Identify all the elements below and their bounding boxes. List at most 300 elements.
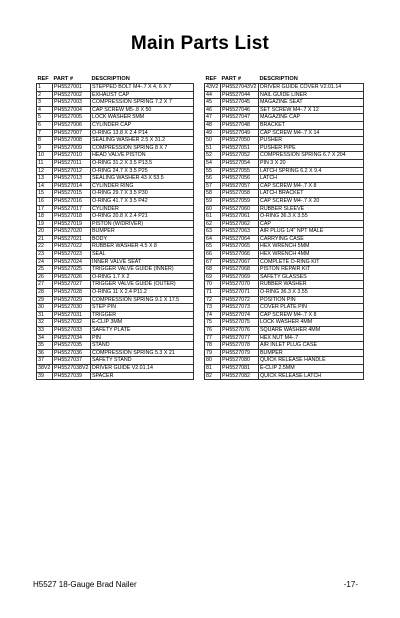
table-row <box>37 197 194 205</box>
cell-ref: 68 <box>205 266 221 274</box>
table-row <box>37 349 194 357</box>
table-row <box>37 319 194 327</box>
cell-description: CAP SCREW M4-.7 X 14 <box>259 129 364 137</box>
cell-ref: 31 <box>37 311 53 319</box>
table-row <box>205 281 364 289</box>
cell-ref: 46 <box>205 106 221 114</box>
table-header-row <box>37 74 194 84</box>
cell-ref: 61 <box>205 213 221 221</box>
cell-description: EXHAUST CAP <box>91 91 194 99</box>
cell-ref: 47 <box>205 114 221 122</box>
cell-ref: 56 <box>205 175 221 183</box>
cell-description: CAP SCREW M4-.7 X 8 <box>259 182 364 190</box>
table-row <box>37 99 194 107</box>
cell-part-number: PH5527026 <box>53 273 91 281</box>
cell-part-number: PH5527064 <box>221 235 259 243</box>
cell-part-number: PH5527077 <box>221 334 259 342</box>
table-row <box>37 372 194 380</box>
cell-ref: 8 <box>37 137 53 145</box>
cell-ref: 34 <box>37 334 53 342</box>
cell-description: RUBBER WASHER 4.5 X 8 <box>91 243 194 251</box>
table-row <box>205 144 364 152</box>
cell-part-number: PH5527003 <box>53 99 91 107</box>
cell-part-number: PH5527032 <box>53 319 91 327</box>
table-row <box>37 251 194 259</box>
cell-part-number: PH5527066 <box>221 251 259 259</box>
table-row <box>205 159 364 167</box>
cell-part-number: PH5527024 <box>53 258 91 266</box>
cell-ref: 79 <box>205 349 221 357</box>
cell-ref: 55 <box>205 167 221 175</box>
cell-ref: 69 <box>205 273 221 281</box>
table-header-row <box>205 74 364 84</box>
cell-ref: 22 <box>37 243 53 251</box>
cell-ref: 14 <box>37 182 53 190</box>
cell-part-number: PH5527082 <box>221 372 259 380</box>
cell-description: NAIL GUIDE LINER <box>259 91 364 99</box>
table-row <box>205 235 364 243</box>
cell-part-number: PH5527019 <box>53 220 91 228</box>
cell-description: STEPPED BOLT M4-.7 X 4, 6 X 7 <box>91 84 194 92</box>
cell-part-number: PH5527048 <box>221 121 259 129</box>
table-row <box>37 152 194 160</box>
cell-description: HEX WRENCH 4MM <box>259 251 364 259</box>
cell-ref: 43V2 <box>205 84 221 92</box>
cell-ref: 9 <box>37 144 53 152</box>
table-row <box>37 311 194 319</box>
cell-description: STEP PIN <box>91 304 194 312</box>
cell-ref: 16 <box>37 197 53 205</box>
cell-description: COMPRESSION SPRING 6.7 X 204 <box>259 152 364 160</box>
table-row <box>205 213 364 221</box>
cell-ref: 20 <box>37 228 53 236</box>
cell-ref: 48 <box>205 121 221 129</box>
table-row <box>205 342 364 350</box>
cell-part-number: PH5527005 <box>53 114 91 122</box>
table-row <box>205 175 364 183</box>
table-row <box>37 205 194 213</box>
cell-ref: 62 <box>205 220 221 228</box>
cell-description: COMPRESSION SPRING 5.3 X 21 <box>91 349 194 357</box>
cell-part-number: PH5527027 <box>53 281 91 289</box>
cell-ref: 25 <box>37 266 53 274</box>
cell-description: O-RING 31.2 X 3.5 P13.5 <box>91 159 194 167</box>
table-row <box>37 190 194 198</box>
table-row <box>205 152 364 160</box>
table-row <box>37 167 194 175</box>
cell-description: PIN <box>91 334 194 342</box>
cell-part-number: PH5527068 <box>221 266 259 274</box>
table-row <box>37 289 194 297</box>
cell-description: HEX NUT M4-.7 <box>259 334 364 342</box>
table-row <box>37 220 194 228</box>
cell-ref: 32 <box>37 319 53 327</box>
table-row <box>37 121 194 129</box>
cell-part-number: PH5527071 <box>221 289 259 297</box>
table-row <box>205 327 364 335</box>
cell-description: SET SCREW M4-.7 X 12 <box>259 106 364 114</box>
cell-ref: 15 <box>37 190 53 198</box>
table-row <box>37 235 194 243</box>
table-row <box>205 311 364 319</box>
cell-ref: 3 <box>37 99 53 107</box>
table-row <box>205 357 364 365</box>
cell-description: SQUARE WASHER 4MM <box>259 327 364 335</box>
cell-description: LATCH BRACKET <box>259 190 364 198</box>
cell-ref: 80 <box>205 357 221 365</box>
cell-description: CYLINDER RING <box>91 182 194 190</box>
cell-ref: 27 <box>37 281 53 289</box>
table-row <box>205 106 364 114</box>
cell-part-number: PH5527014 <box>53 182 91 190</box>
cell-ref: 65 <box>205 243 221 251</box>
table-row <box>205 190 364 198</box>
cell-part-number: PH5527058 <box>221 190 259 198</box>
table-row <box>37 258 194 266</box>
cell-part-number: PH5527075 <box>221 319 259 327</box>
header-description: DESCRIPTION <box>259 76 298 83</box>
cell-part-number: PH5527069 <box>221 273 259 281</box>
cell-part-number: PH5527037 <box>53 357 91 365</box>
cell-part-number: PH5527010 <box>53 152 91 160</box>
cell-description: PISTON (W/DRIVER) <box>91 220 194 228</box>
table-row <box>37 213 194 221</box>
cell-ref: 17 <box>37 205 53 213</box>
table-row <box>37 296 194 304</box>
cell-part-number: PH5527017 <box>53 205 91 213</box>
table-row <box>205 205 364 213</box>
cell-ref: 76 <box>205 327 221 335</box>
cell-description: PUSHER PIPE <box>259 144 364 152</box>
cell-description: CAP SCREW M4-.7 X 8 <box>259 311 364 319</box>
cell-part-number: PH5527012 <box>53 167 91 175</box>
table-row <box>205 228 364 236</box>
cell-part-number: PH5527033 <box>53 327 91 335</box>
cell-description: CYLINDER <box>91 205 194 213</box>
cell-part-number: PH5527061 <box>221 213 259 221</box>
table-row <box>205 197 364 205</box>
parts-table-right-body <box>205 84 364 380</box>
cell-description: HEAD VALVE PISTON <box>91 152 194 160</box>
cell-description: BUMPER <box>91 228 194 236</box>
cell-description: MAGAZINE CAP <box>259 114 364 122</box>
table-row <box>205 99 364 107</box>
parts-table-left-body <box>37 84 194 380</box>
cell-ref: 71 <box>205 289 221 297</box>
cell-ref: 26 <box>37 273 53 281</box>
cell-description: CARRYING CASE <box>259 235 364 243</box>
cell-description: STAND <box>91 342 194 350</box>
table-row <box>37 281 194 289</box>
cell-part-number: PH5527047 <box>221 114 259 122</box>
table-row <box>205 121 364 129</box>
table-row <box>37 243 194 251</box>
cell-description: LATCH SPRING 6.2 X 9.4 <box>259 167 364 175</box>
cell-description: POSITION PIN <box>259 296 364 304</box>
cell-part-number: PH5527021 <box>53 235 91 243</box>
cell-description: DRIVER GUIDE V2.01.14 <box>91 364 194 372</box>
table-row <box>205 304 364 312</box>
cell-description: MAGAZINE SEAT <box>259 99 364 107</box>
cell-ref: 28 <box>37 289 53 297</box>
cell-description: SEALING WASHER 43 X 53.5 <box>91 175 194 183</box>
cell-ref: 57 <box>205 182 221 190</box>
cell-ref: 50 <box>205 137 221 145</box>
cell-description: QUICK RELEASE HANDLE <box>259 357 364 365</box>
table-row <box>37 334 194 342</box>
table-row <box>205 129 364 137</box>
cell-description: O-RING 24.7 X 3.5 P25 <box>91 167 194 175</box>
cell-ref: 77 <box>205 334 221 342</box>
cell-part-number: PH5527063 <box>221 228 259 236</box>
table-row <box>205 334 364 342</box>
cell-ref: 33 <box>37 327 53 335</box>
cell-part-number: PH5527079 <box>221 349 259 357</box>
header-part-number: PART # <box>53 76 73 83</box>
table-row <box>205 137 364 145</box>
cell-description: SEALING WASHER 2.5 X 31.2 <box>91 137 194 145</box>
cell-part-number: PH5527020 <box>53 228 91 236</box>
table-row <box>205 319 364 327</box>
cell-part-number: PH5527025 <box>53 266 91 274</box>
cell-ref: 75 <box>205 319 221 327</box>
cell-ref: 36 <box>37 349 53 357</box>
table-row <box>205 273 364 281</box>
cell-ref: 59 <box>205 197 221 205</box>
cell-ref: 58 <box>205 190 221 198</box>
cell-part-number: PH5527008 <box>53 137 91 145</box>
cell-ref: 4 <box>37 106 53 114</box>
cell-description: HEX WRENCH 5MM <box>259 243 364 251</box>
cell-part-number: PH5527018 <box>53 213 91 221</box>
cell-ref: 10 <box>37 152 53 160</box>
table-row <box>205 266 364 274</box>
table-row <box>205 296 364 304</box>
cell-part-number: PH5527044 <box>221 91 259 99</box>
cell-part-number: PH5527052 <box>221 152 259 160</box>
cell-part-number: PH5527004 <box>53 106 91 114</box>
cell-ref: 78 <box>205 342 221 350</box>
cell-ref: 73 <box>205 304 221 312</box>
cell-part-number: PH5527036 <box>53 349 91 357</box>
cell-ref: 12 <box>37 167 53 175</box>
cell-ref: 72 <box>205 296 221 304</box>
cell-ref: 13 <box>37 175 53 183</box>
cell-description: PIN 3 X 20 <box>259 159 364 167</box>
cell-ref: 29 <box>37 296 53 304</box>
cell-ref: 81 <box>205 364 221 372</box>
cell-ref: 1 <box>37 84 53 92</box>
cell-description: COMPRESSION SPRING 7.2 X 7 <box>91 99 194 107</box>
cell-part-number: PH5527056 <box>221 175 259 183</box>
table-row <box>205 182 364 190</box>
table-row <box>37 159 194 167</box>
table-row <box>37 182 194 190</box>
table-row <box>37 114 194 122</box>
cell-part-number: PH5527001 <box>53 84 91 92</box>
table-row <box>37 342 194 350</box>
cell-description: LOCK WASHER 4MM <box>259 319 364 327</box>
cell-ref: 6 <box>37 121 53 129</box>
table-row <box>37 327 194 335</box>
cell-part-number: PH5527081 <box>221 364 259 372</box>
cell-part-number: PH5527035 <box>53 342 91 350</box>
cell-ref: 66 <box>205 251 221 259</box>
table-row <box>37 273 194 281</box>
cell-ref: 30 <box>37 304 53 312</box>
cell-description: PUSHER <box>259 137 364 145</box>
cell-part-number: PH5527039 <box>53 372 91 380</box>
cell-part-number: PH5527031 <box>53 311 91 319</box>
cell-part-number: PH5527054 <box>221 159 259 167</box>
cell-part-number: PH5527049 <box>221 129 259 137</box>
cell-description: TRIGGER VALVE GUIDE (OUTER) <box>91 281 194 289</box>
cell-part-number: PH5527009 <box>53 144 91 152</box>
cell-ref: 35 <box>37 342 53 350</box>
cell-description: TRIGGER <box>91 311 194 319</box>
cell-part-number: PH5527080 <box>221 357 259 365</box>
cell-part-number: PH5527062 <box>221 220 259 228</box>
table-row <box>37 91 194 99</box>
cell-part-number: PH5527028 <box>53 289 91 297</box>
cell-description: AIR INLET PLUG CASE <box>259 342 364 350</box>
cell-part-number: PH5527073 <box>221 304 259 312</box>
cell-ref: 45 <box>205 99 221 107</box>
cell-description: LOCK WASHER 5MM <box>91 114 194 122</box>
cell-description: SPACER <box>91 372 194 380</box>
cell-part-number: PH5527029 <box>53 296 91 304</box>
table-row <box>37 84 194 92</box>
cell-ref: 82 <box>205 372 221 380</box>
cell-description: COMPLETE O-RING KIT <box>259 258 364 266</box>
cell-description: SAFETY STAND <box>91 357 194 365</box>
cell-part-number: PH5527030 <box>53 304 91 312</box>
cell-part-number: PH5527015 <box>53 190 91 198</box>
cell-description: RUBBER SLEEVE <box>259 205 364 213</box>
cell-ref: 70 <box>205 281 221 289</box>
cell-part-number: PH5527046 <box>221 106 259 114</box>
cell-ref: 37 <box>37 357 53 365</box>
cell-part-number: PH5527070 <box>221 281 259 289</box>
cell-ref: 51 <box>205 144 221 152</box>
cell-ref: 54 <box>205 159 221 167</box>
cell-description: O-RING 1.7 X 2 <box>91 273 194 281</box>
cell-ref: 74 <box>205 311 221 319</box>
cell-ref: 2 <box>37 91 53 99</box>
cell-ref: 19 <box>37 220 53 228</box>
cell-ref: 38V2 <box>37 364 53 372</box>
cell-part-number: PH5527078 <box>221 342 259 350</box>
cell-description: COVER PLATE PIN <box>259 304 364 312</box>
cell-description: O-RING 36.3 X 3.55 <box>259 213 364 221</box>
cell-ref: 11 <box>37 159 53 167</box>
table-row <box>37 106 194 114</box>
cell-ref: 24 <box>37 258 53 266</box>
cell-description: AIR PLUG 1/4" NPT MALE <box>259 228 364 236</box>
table-row <box>205 258 364 266</box>
cell-description: O-RING 29.7 X 3.5 P30 <box>91 190 194 198</box>
cell-part-number: PH5527060 <box>221 205 259 213</box>
cell-description: O-RING 41.7 X 3.5 P42 <box>91 197 194 205</box>
cell-description: PISTON REPAIR KIT <box>259 266 364 274</box>
cell-description: E-CLIP 2.5MM <box>259 364 364 372</box>
cell-part-number: PH5527011 <box>53 159 91 167</box>
cell-description: O-RING 11 X 2.4 P11.2 <box>91 289 194 297</box>
cell-part-number: PH5527057 <box>221 182 259 190</box>
cell-ref: 52 <box>205 152 221 160</box>
table-row <box>37 129 194 137</box>
cell-ref: 7 <box>37 129 53 137</box>
cell-description: SAFETY GLASSES <box>259 273 364 281</box>
page-title: Main Parts List <box>130 33 270 54</box>
parts-table-right <box>204 74 364 380</box>
table-row <box>205 167 364 175</box>
cell-part-number: PH5527006 <box>53 121 91 129</box>
table-row <box>37 304 194 312</box>
table-row <box>205 289 364 297</box>
cell-ref: 21 <box>37 235 53 243</box>
cell-ref: 18 <box>37 213 53 221</box>
cell-part-number: PH5527051 <box>221 144 259 152</box>
table-row <box>205 372 364 380</box>
table-row <box>37 228 194 236</box>
cell-description: CYLINDER CAP <box>91 121 194 129</box>
cell-ref: 39 <box>37 372 53 380</box>
table-row <box>205 114 364 122</box>
cell-ref: 60 <box>205 205 221 213</box>
table-row <box>37 357 194 365</box>
cell-description: COMPRESSION SPRING 9.1 X 17.5 <box>91 296 194 304</box>
table-row <box>37 144 194 152</box>
cell-part-number: PH5527045 <box>221 99 259 107</box>
cell-description: SEAL <box>91 251 194 259</box>
cell-part-number: PH5527072 <box>221 296 259 304</box>
cell-part-number: PH5527013 <box>53 175 91 183</box>
header-ref: REF <box>205 76 217 83</box>
cell-ref: 67 <box>205 258 221 266</box>
cell-description: BUMPER <box>259 349 364 357</box>
cell-part-number: PH5527059 <box>221 197 259 205</box>
header-ref: REF <box>37 76 49 83</box>
cell-description: E-CLIP 3MM <box>91 319 194 327</box>
parts-table-left <box>36 74 194 380</box>
table-row <box>37 266 194 274</box>
table-row <box>205 220 364 228</box>
cell-ref: 63 <box>205 228 221 236</box>
header-description: DESCRIPTION <box>91 76 130 83</box>
header-part-number: PART # <box>221 76 241 83</box>
cell-description: QUICK RELEASE LATCH <box>259 372 364 380</box>
footer-page-number: -17- <box>343 580 358 589</box>
cell-part-number: PH5527043V2 <box>221 84 259 92</box>
cell-part-number: PH5527023 <box>53 251 91 259</box>
cell-description: RUBBER WASHER <box>259 281 364 289</box>
cell-description: O-RING 13.8 X 2.4 P14 <box>91 129 194 137</box>
cell-ref: 23 <box>37 251 53 259</box>
cell-ref: 49 <box>205 129 221 137</box>
cell-description: INNER VALVE SEAT <box>91 258 194 266</box>
cell-part-number: PH5527016 <box>53 197 91 205</box>
table-row <box>37 137 194 145</box>
cell-part-number: PH5527065 <box>221 243 259 251</box>
cell-part-number: PH5527074 <box>221 311 259 319</box>
footer-product-name: H5527 18-Gauge Brad Nailer <box>33 580 137 589</box>
table-row <box>205 84 364 92</box>
cell-description: O-RING 36.3 X 3.55 <box>259 289 364 297</box>
table-row <box>205 364 364 372</box>
cell-description: BODY <box>91 235 194 243</box>
cell-description: LATCH <box>259 175 364 183</box>
